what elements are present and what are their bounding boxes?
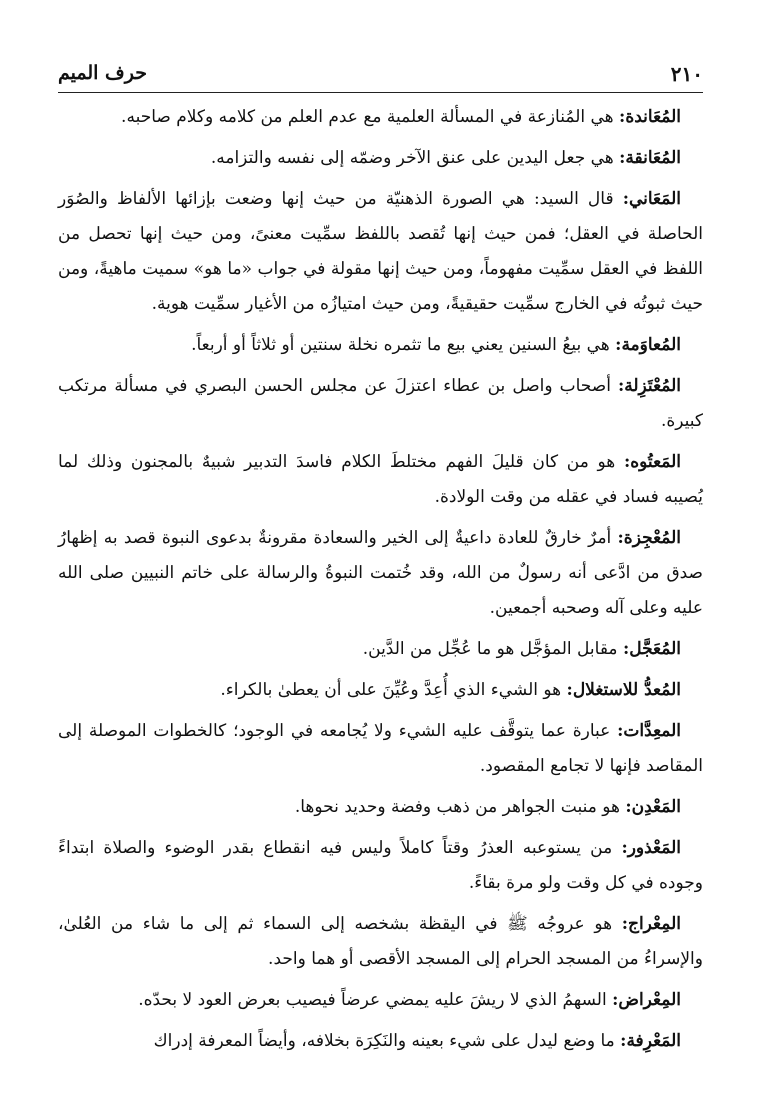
entry-term: المُعْجِزة: bbox=[617, 528, 681, 548]
entry-madin bbox=[58, 790, 703, 825]
entry-mutazila bbox=[58, 369, 703, 439]
entry-matuh bbox=[58, 445, 703, 515]
entry-term: المعِدَّات: bbox=[617, 721, 681, 741]
entry-term: المِعْراض: bbox=[612, 990, 681, 1010]
entry-term: المِعْراج: bbox=[621, 914, 681, 934]
entry-definition: هي المُنازعة في المسألة العلمية مع عدم العلم من كلامه وكلام صاحبه. bbox=[121, 107, 620, 127]
entry-definition: السهمُ الذي لا ريشَ عليه يمضي عرضاً فيصيب بعرض العود لا بحدّه. bbox=[138, 990, 613, 1010]
entry-definition: هو من كان قليلَ الفهم مختلطَ الكلام فاسدَ التدبير شبيهٌ بالمجنون وذلك لما يُصيبه فساد في عقله من وقت الولادة. bbox=[58, 452, 703, 507]
entry-definition: هي جعل اليدين على عنق الآخر وضمّه إلى نفسه والتزامه. bbox=[210, 148, 620, 168]
entry-miradh bbox=[58, 983, 703, 1018]
entry-definition: أصحاب واصل بن عطاء اعتزلَ عن مجلس الحسن البصري في مسألة مرتكب كبيرة. bbox=[58, 376, 703, 431]
entry-term: المُعْتَزِلة: bbox=[617, 376, 681, 396]
entry-muawama bbox=[58, 328, 703, 363]
entry-definition: هو عروجُه ﷺ في اليقظة بشخصه إلى السماء ثم إلى ما شاء من العُلىٰ، والإسراءُ من المسجد الحرام إلى المسجد الأقصى أو هما واحد. bbox=[58, 914, 703, 969]
entry-term: المَعْرِفة: bbox=[620, 1031, 681, 1051]
entry-term: المُعاوَمة: bbox=[615, 335, 681, 355]
entry-definition: هو الشيء الذي أُعِدَّ وعُيِّنَ على أن يعطىٰ بالكراء. bbox=[220, 680, 567, 700]
running-title: حرف الميم bbox=[58, 62, 147, 84]
entry-definition: أمرٌ خارقٌ للعادة داعيةٌ إلى الخير والسعادة مقرونةٌ بدعوى النبوة قصد به إظهارُ صدق من ادَّعى أنه رسولٌ من الله، وقد خُتمت النبوةُ والرسالة على خاتم النبيين صلى الله عليه وعلى آله وصحبه أجمعين. bbox=[58, 528, 703, 618]
page-header bbox=[58, 58, 703, 93]
entry-muadd-lilistighlal bbox=[58, 673, 703, 708]
entry-term: المَعتُوه: bbox=[623, 452, 681, 472]
entry-definition: هو منبت الجواهر من ذهب وفضة وحديد نحوها. bbox=[294, 797, 626, 817]
entry-miraj bbox=[58, 907, 703, 977]
page-number: ٢١٠ bbox=[670, 62, 703, 86]
entry-muajjal bbox=[58, 632, 703, 667]
entry-marifa bbox=[58, 1024, 703, 1059]
entry-definition: ما وضع ليدل على شيء بعينه والنَكِرَة بخلافه، وأيضاً المعرفة إدراك bbox=[153, 1031, 621, 1051]
entry-muanada bbox=[58, 100, 703, 135]
dictionary-entries bbox=[58, 100, 703, 1065]
entry-definition: قال السيد: هي الصورة الذهنيّة من حيث إنها وضعت بإزائها الألفاظ والصُوَر الحاصلة في العقل؛ فمن حيث إنها تُقصد باللفظ سمِّيت معنىً، ومن حيث إنها تحصل من اللفظ في العقل سمِّيت مفهوماً، ومن حيث إنها مقولة في جواب «ما هو» سميت ماهيةً، ومن حيث ثبوتُه في الخارج سمِّيت حقيقيةً، ومن حيث امتيازُه من الأغيار سمِّيت هوية. bbox=[58, 189, 703, 314]
entry-term: المُعدُّ للاستغلال: bbox=[566, 680, 681, 700]
entry-term: المَعْذور: bbox=[621, 838, 681, 858]
entry-term: المُعَجَّل: bbox=[622, 639, 681, 659]
entry-madhur bbox=[58, 831, 703, 901]
entry-definition: مقابل المؤجَّل هو ما عُجِّل من الدَّين. bbox=[362, 639, 623, 659]
entry-mujiza bbox=[58, 521, 703, 626]
entry-term: المَعَاني: bbox=[622, 189, 681, 209]
entry-definition: عبارة عما يتوقَّف عليه الشيء ولا يُجامعه في الوجود؛ كالخطوات الموصلة إلى المقاصد فإنها لا تجامع المقصود. bbox=[58, 721, 703, 776]
entry-muanaqa bbox=[58, 141, 703, 176]
entry-definition: هي بيعُ السنين يعني بيع ما تثمره نخلة سنتين أو ثلاثاً أو أربعاً. bbox=[191, 335, 616, 355]
entry-muiddat bbox=[58, 714, 703, 784]
entry-term: المَعْدِن: bbox=[625, 797, 681, 817]
entry-term: المُعَانقة: bbox=[619, 148, 681, 168]
entry-definition: من يستوعبه العذرُ وقتاً كاملاً وليس فيه انقطاع بقدر الوضوء والصلاة ابتداءً وجوده في كل وقت ولو مرة بقاءً. bbox=[58, 838, 703, 893]
entry-maani bbox=[58, 182, 703, 322]
entry-term: المُعَاندة: bbox=[619, 107, 681, 127]
